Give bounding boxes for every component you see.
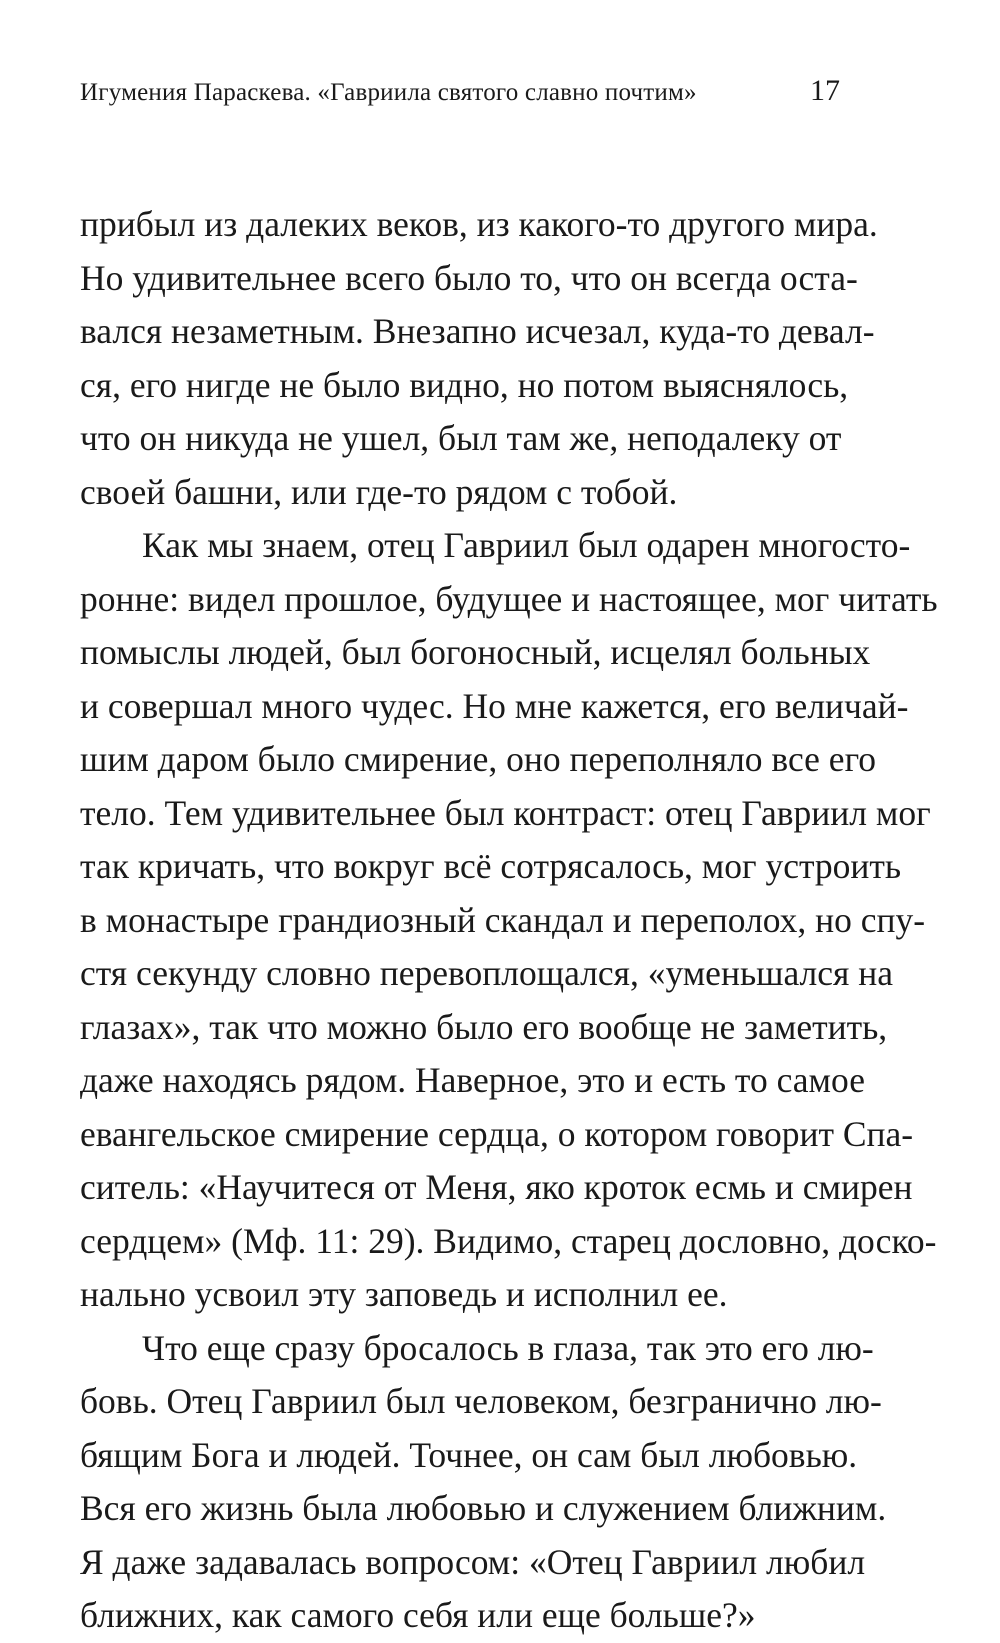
text-line: ронне: видел прошлое, будущее и настоящее, мог читать [80, 578, 938, 619]
text-line: ближних, как самого себя или еще больше?» [80, 1595, 756, 1635]
text-line: прибыл из далеких веков, из какого-то другого мира. [80, 204, 878, 244]
paragraph-1 [80, 198, 878, 519]
text-line: даже находясь рядом. Наверное, это и есть то самое [80, 1060, 865, 1100]
text-line: помыслы людей, был богоносный, исцелял больных [80, 632, 871, 672]
text-line: бящим Бога и людей. Точнее, он сам был любовью. [80, 1434, 858, 1475]
running-header [80, 74, 840, 114]
paragraph-2 [80, 519, 938, 1322]
text-line: своей башни, или где-то рядом с тобой. [80, 471, 678, 512]
text-line: шим даром было смирение, оно переполняло все его [80, 739, 876, 779]
text-line: Но удивительнее всего было то, что он всегда оста- [80, 257, 858, 298]
text-line: ситель: «Научитеся от Меня, яко кроток есмь и смирен [80, 1167, 913, 1207]
body-text [80, 198, 938, 1643]
running-header-title: Игумения Параскева. «Гавриила святого славно почтим» [80, 79, 697, 106]
text-line: Я даже задавалась вопросом: «Отец Гавриил любил [80, 1541, 866, 1582]
text-line: сердцем» (Мф. 11: 29). Видимо, старец дословно, доско- [80, 1220, 937, 1261]
text-line: Что еще сразу бросалось в глаза, так это его лю- [142, 1327, 874, 1368]
text-line: глазах», так что можно было его вообще не заметить, [80, 1006, 888, 1047]
text-line: тело. Тем удивительнее был контраст: отец Гавриил мог [80, 792, 931, 833]
text-line: Как мы знаем, отец Гавриил был одарен многосто- [142, 525, 911, 565]
text-line: что он никуда не ушел, был там же, неподалеку от [80, 418, 842, 458]
text-line: так кричать, что вокруг всё сотрясалось, мог устроить [80, 846, 902, 886]
text-line: вался незаметным. Внезапно исчезал, куда-то девал- [80, 311, 875, 351]
text-line: бовь. Отец Гавриил был человеком, безгранично лю- [80, 1381, 882, 1421]
page-number: 17 [810, 74, 840, 107]
text-line: и совершал много чудес. Но мне кажется, его величай- [80, 685, 909, 726]
text-line: евангельское смирение сердца, о котором говорит Спа- [80, 1113, 914, 1154]
text-line: нально усвоил эту заповедь и исполнил ее. [80, 1274, 728, 1314]
text-line: Вся его жизнь была любовью и служением ближним. [80, 1488, 887, 1528]
paragraph-3 [80, 1322, 887, 1643]
text-line: в монастыре грандиозный скандал и переполох, но спу- [80, 899, 926, 940]
text-line: стя секунду словно перевоплощался, «уменьшался на [80, 953, 893, 993]
text-line: ся, его нигде не было видно, но потом выяснялось, [80, 364, 849, 405]
